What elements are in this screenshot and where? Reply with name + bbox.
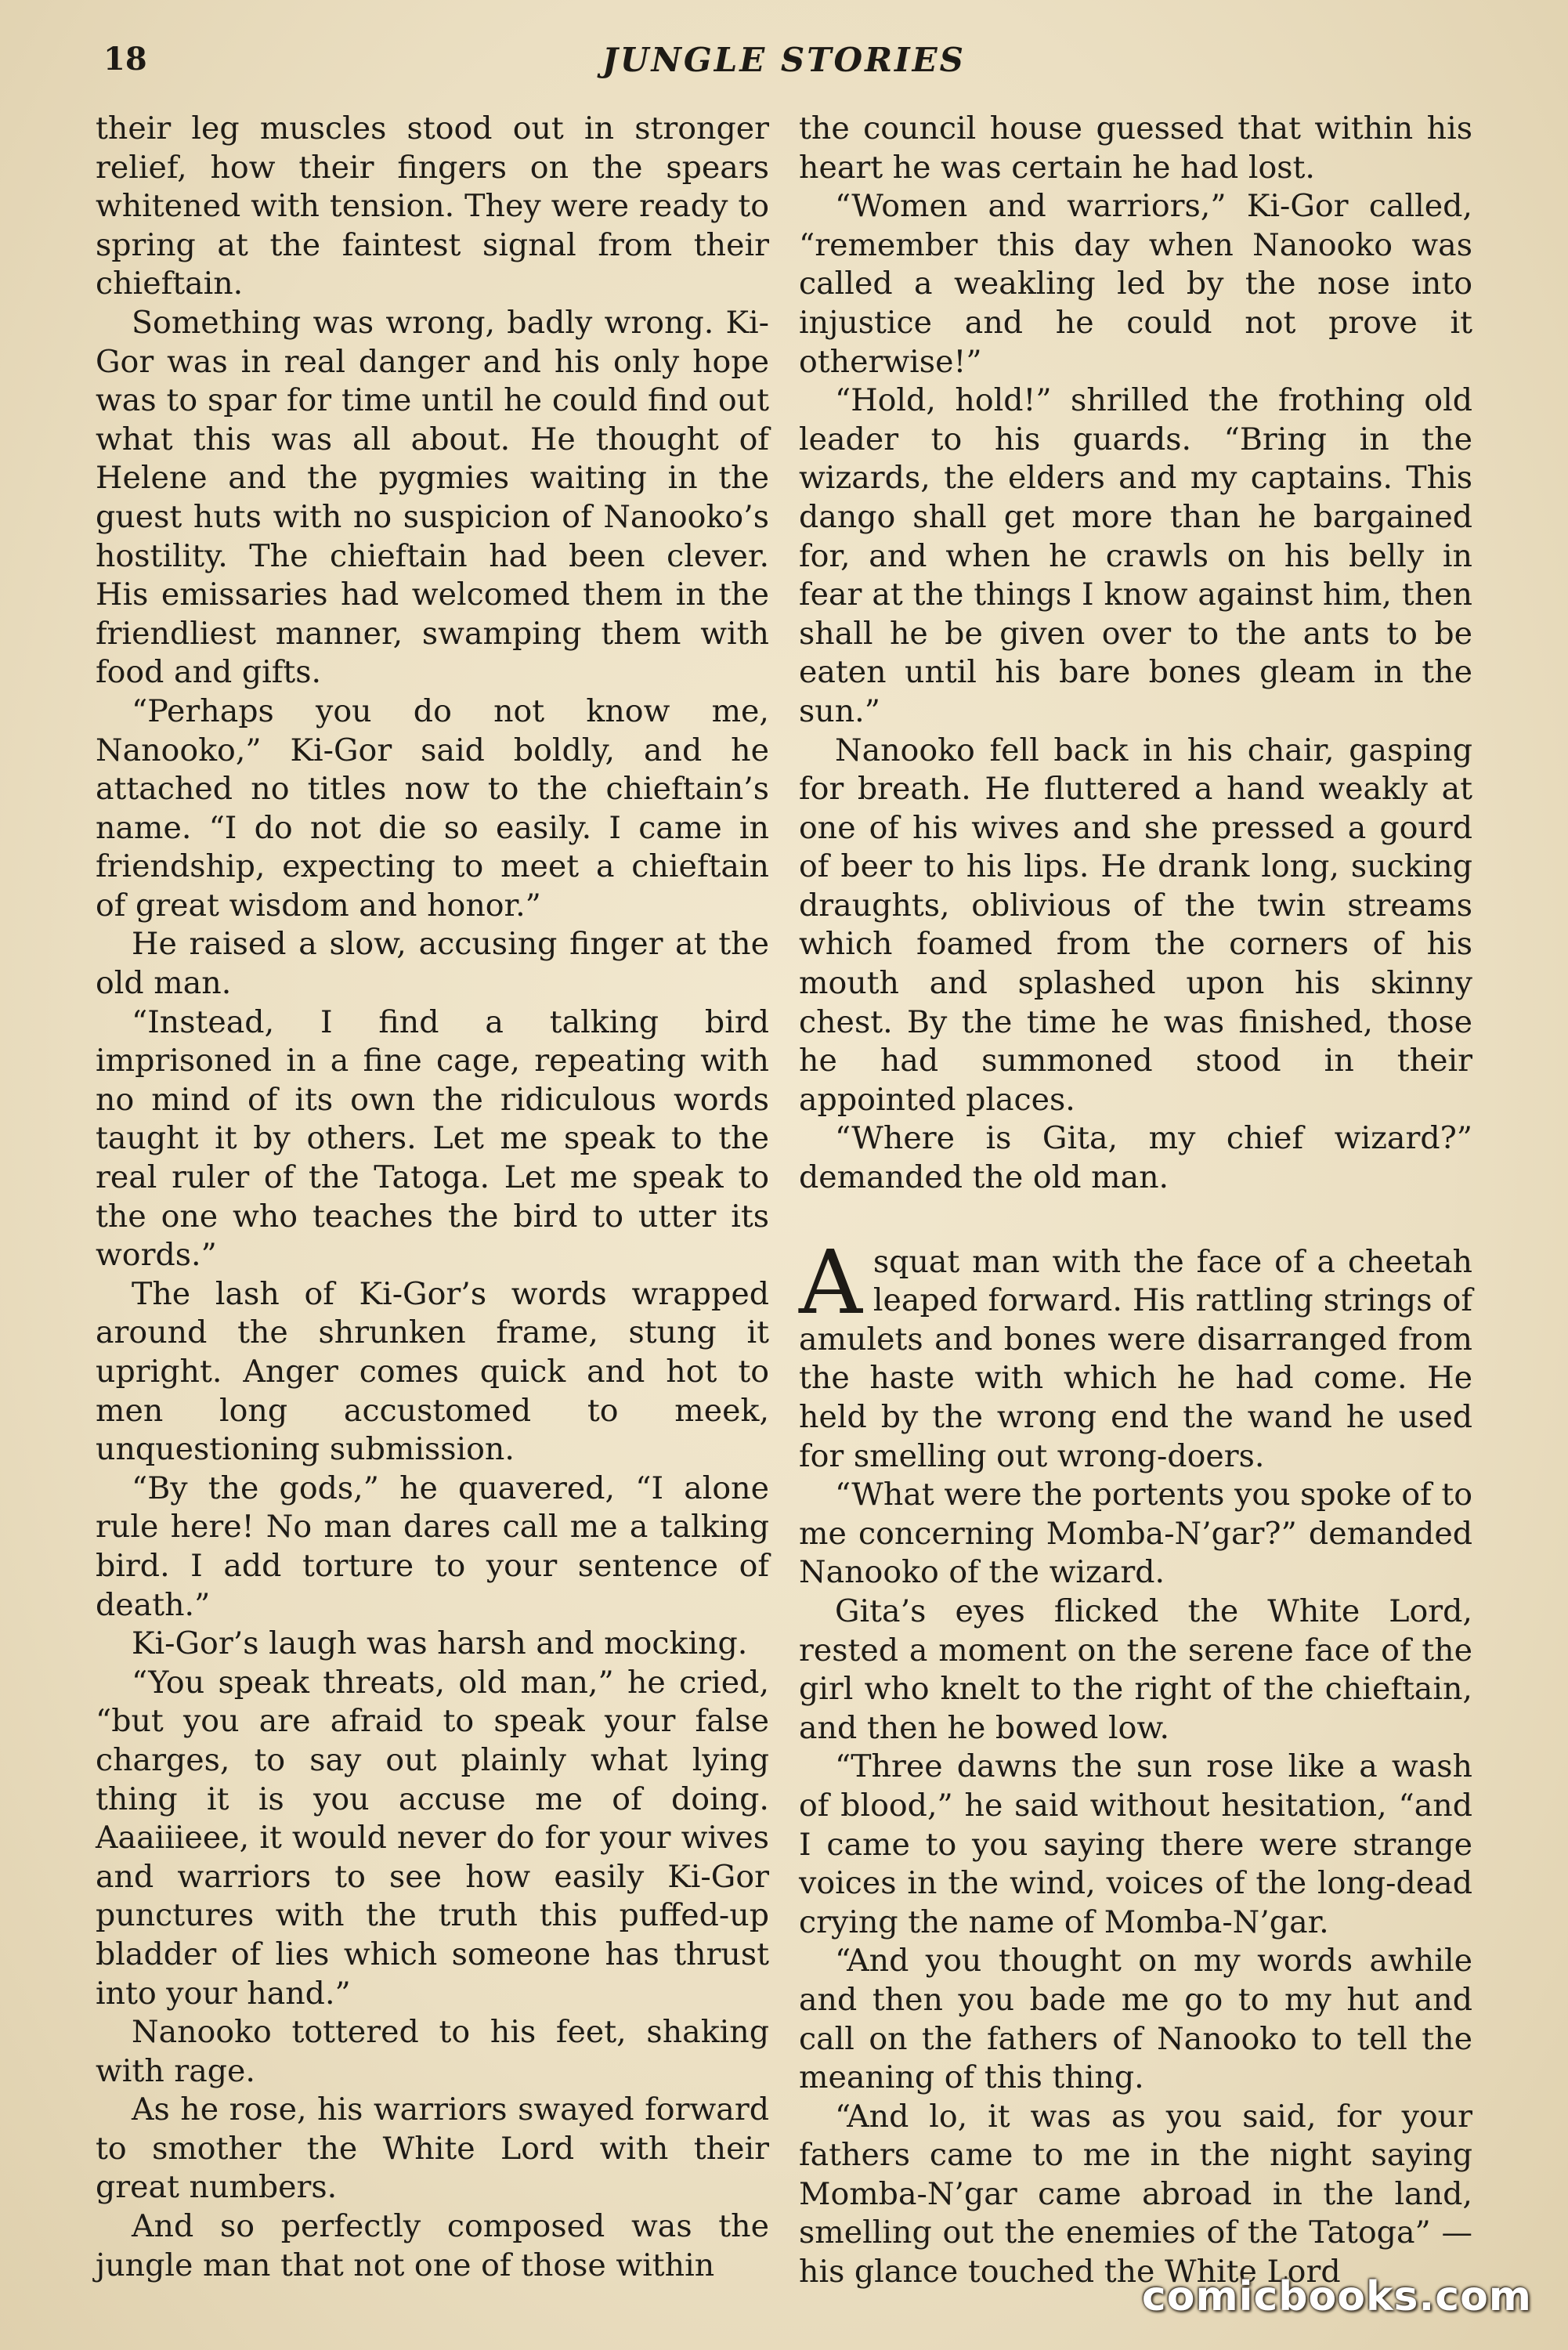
paragraph-text: “Three dawns the sun rose like a wash of blood,” he said without hesitation, “and I came to you saying there were strange voices in the wind, voices of the long-dead crying the name of Momba-N’gar. xyxy=(799,1748,1472,1940)
paragraph-text: “Where is Gita, my chief wizard?” demanded the old man. xyxy=(799,1120,1472,1196)
paragraph-text: Nanooko tottered to his feet, shaking with rage. xyxy=(96,2014,769,2089)
paragraph xyxy=(96,692,769,926)
paragraph-text: Ki-Gor’s laugh was harsh and mocking. xyxy=(132,1625,748,1662)
paragraph-text: squat man with the face of a cheetah leaped forward. His rattling strings of amulets and bones were disarranged from the haste with which he had come. He held by the wrong end the wand he used for smelling out wrong-doers. xyxy=(799,1243,1472,1474)
paragraph xyxy=(96,2091,769,2207)
paragraph-text: As he rose, his warriors swayed forward to smother the White Lord with their great numbers. xyxy=(96,2092,769,2206)
paragraph-text: the council house guessed that within his heart he was certain he had lost. xyxy=(799,110,1472,186)
paragraph xyxy=(96,2013,769,2091)
paragraph xyxy=(799,1593,1472,1748)
paragraph-text: Nanooko fell back in his chair, gasping for breath. He fluttered a hand weakly at one of his wives and she pressed a gourd of beer to his lips. He drank long, sucking draughts, oblivious of the twin streams which foamed from the corners of his mouth and splashed upon his skinny chest. By the time he was finished, those he had summoned stood in their appointed places. xyxy=(799,732,1472,1118)
paragraph-text: their leg muscles stood out in stronger relief, how their fingers on the spears whitened with tension. They were ready to spring at the faintest signal from their chieftain. xyxy=(96,110,769,302)
paragraph-text: “Perhaps you do not know me, Nanooko,” Ki-Gor said boldly, and he attached no titles now to the chieftain’s name. “I do not die so easily. I came in friendship, expecting to meet a chieftain of great wisdom and honor.” xyxy=(96,692,769,924)
paragraph xyxy=(96,2207,769,2285)
paragraph xyxy=(96,925,769,1003)
paragraph xyxy=(96,110,769,304)
paragraph xyxy=(799,2098,1472,2292)
paragraph xyxy=(799,381,1472,731)
paragraph xyxy=(799,1748,1472,1942)
paragraph xyxy=(96,1275,769,1470)
paragraph xyxy=(799,187,1472,381)
paragraph xyxy=(96,1470,769,1625)
paragraph xyxy=(799,732,1472,1120)
paragraph xyxy=(96,1664,769,2013)
paragraph-text: “You speak threats, old man,” he cried, “but you are afraid to speak your false charges, to say out plainly what lying thing it is you accuse me of doing. Aaaiiieee, it would never do for your wives and warriors to see how easily Ki-Gor punctures with the truth this puffed-up bladder of lies which someone has thrust into your hand.” xyxy=(96,1664,769,2012)
paragraph xyxy=(799,1231,1472,1477)
running-title: JUNGLE STORIES xyxy=(602,41,966,79)
drop-cap: A xyxy=(799,1231,862,1334)
paragraph xyxy=(96,1003,769,1275)
paragraph-text: “And you thought on my words awhile and then you bade me go to my hut and call on the fathers of Nanooko to tell the meaning of this thing. xyxy=(799,1943,1472,2096)
left-column xyxy=(96,110,769,2285)
paragraph xyxy=(96,304,769,692)
paragraph xyxy=(799,1942,1472,2097)
paragraph xyxy=(799,1476,1472,1593)
paragraph-text: Gita’s eyes flicked the White Lord, rested a moment on the serene face of the girl who knelt to the right of the chieftain, and then he bowed low. xyxy=(799,1593,1472,1746)
site-watermark: comicbooks.com xyxy=(1141,2273,1532,2320)
paragraph-text: Something was wrong, badly wrong. Ki-Gor was in real danger and his only hope was to spar for time until he could find out what this was all about. He thought of Helene and the pygmies waiting in the guest huts with no suspicion of Nanooko’s hostility. The chieftain had been clever. His emissaries had welcomed them in the friendliest manner, swamping them with food and gifts. xyxy=(96,304,769,691)
paragraph xyxy=(799,1119,1472,1197)
paragraph-text: The lash of Ki-Gor’s words wrapped around the shrunken frame, stung it upright. Anger comes quick and hot to men long accustomed to meek, unquestioning submission. xyxy=(96,1275,769,1468)
paragraph xyxy=(96,1625,769,1664)
paragraph-text: “Hold, hold!” shrilled the frothing old leader to his guards. “Bring in the wizards, the elders and my captains. This dango shall get more than he bargained for, and when he crawls on his belly in fear at the things I know against him, then shall he be given over to the ants to be eaten until his bare bones gleam in the sun.” xyxy=(799,382,1472,729)
paragraph-text: “And lo, it was as you said, for your fathers came to me in the night saying Momba-N’gar came abroad in the land, smelling out the enemies of the Tatoga” —his glance touched the White Lord xyxy=(799,2098,1472,2290)
paragraph-text: “Instead, I find a talking bird imprisoned in a fine cage, repeating with no mind of its own the ridiculous words taught it by others. Let me speak to the real ruler of the Tatoga. Let me speak to the one who teaches the bird to utter its words.” xyxy=(96,1003,769,1274)
paragraph-text: “Women and warriors,” Ki-Gor called, “remember this day when Nanooko was called a weakling led by the nose into injustice and he could not prove it otherwise!” xyxy=(799,188,1472,380)
paragraph-text: And so perfectly composed was the jungle man that not one of those within xyxy=(96,2208,769,2283)
paragraph-text: “By the gods,” he quavered, “I alone rule here! No man dares call me a talking bird. I add torture to your sentence of death.” xyxy=(96,1470,769,1623)
page-header xyxy=(92,41,1476,88)
right-column xyxy=(799,110,1472,2292)
page-number: 18 xyxy=(103,41,147,78)
paragraph-text: “What were the portents you spoke of to me concerning Momba-N’gar?” demanded Nanooko of the wizard. xyxy=(799,1477,1472,1591)
paragraph xyxy=(799,110,1472,187)
paragraph-text: He raised a slow, accusing finger at the old man. xyxy=(96,926,769,1002)
